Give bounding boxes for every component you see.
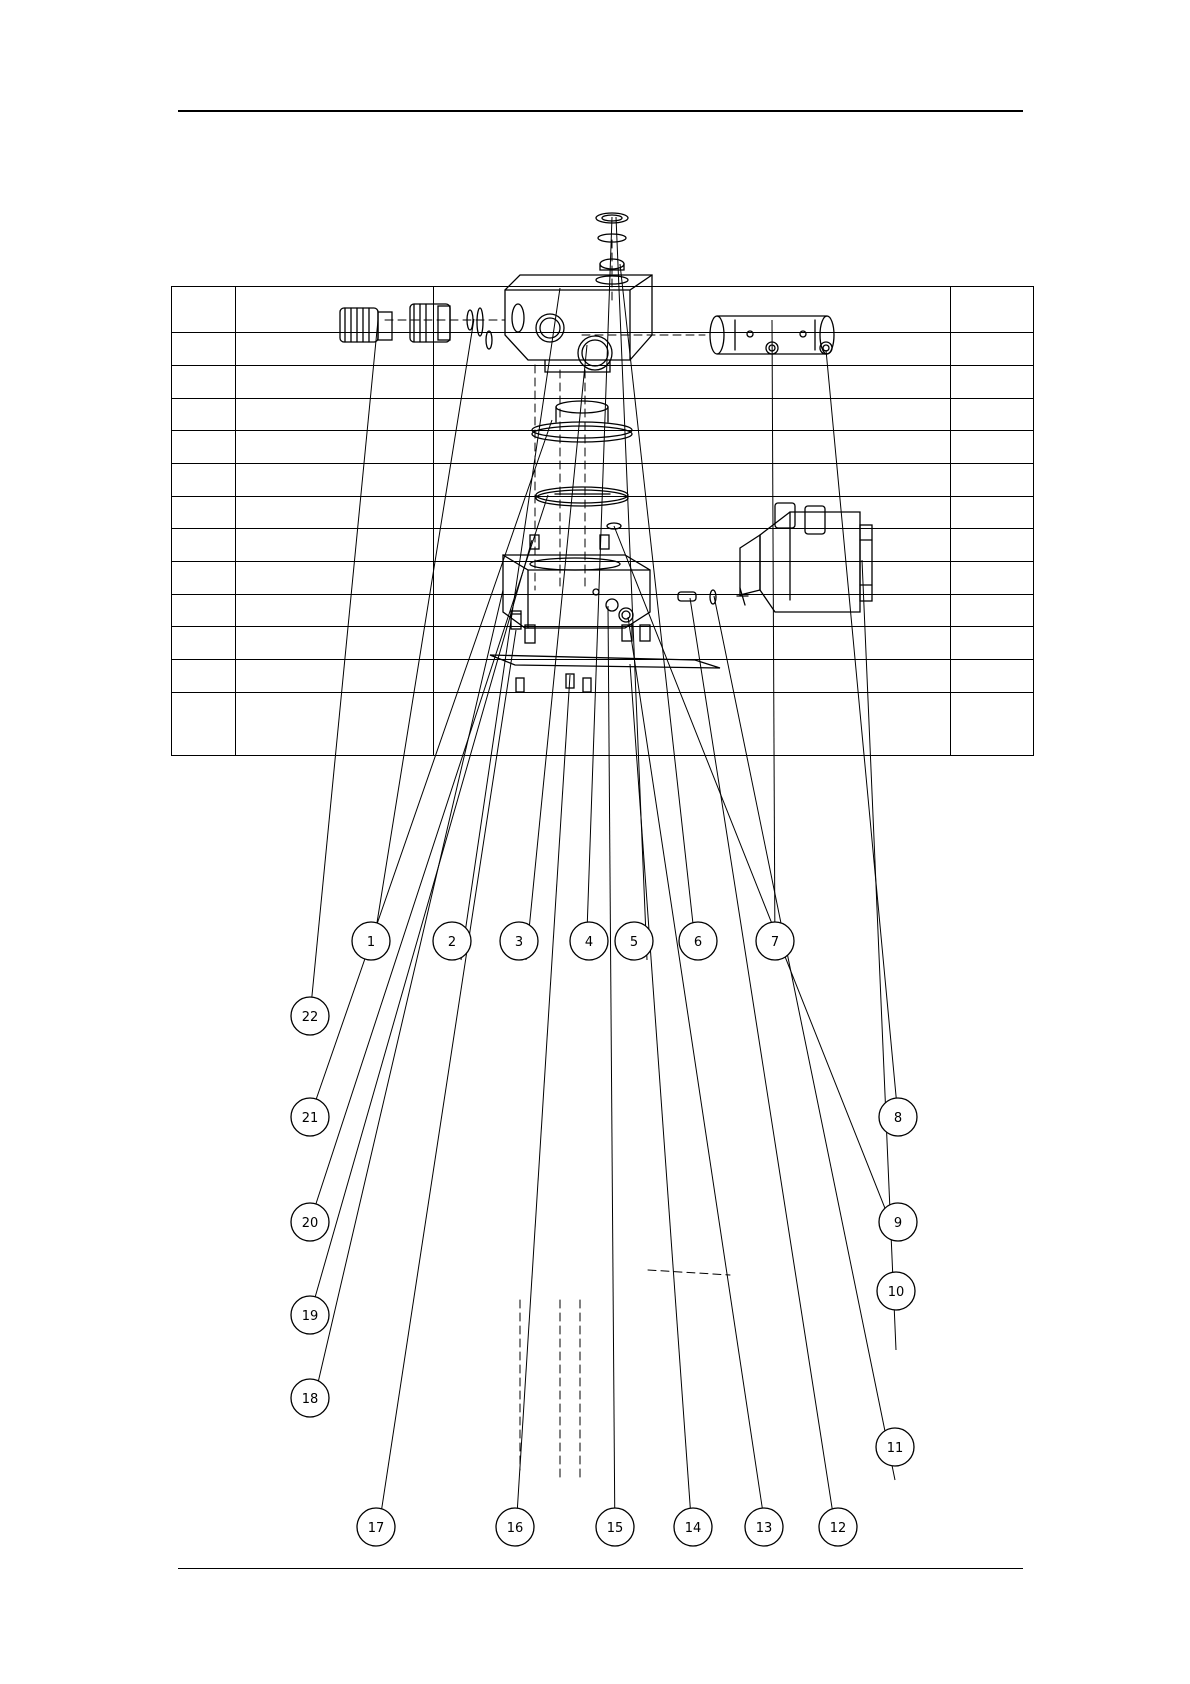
small-pins <box>530 523 621 549</box>
svg-text:7: 7 <box>770 935 780 950</box>
callout-10 <box>877 1272 915 1310</box>
callout-7 <box>756 922 794 960</box>
callout-22 <box>291 997 329 1035</box>
side-fitting <box>606 599 633 622</box>
svg-text:13: 13 <box>755 1521 773 1536</box>
footer-rule <box>178 1568 1023 1569</box>
callout-16 <box>496 1508 534 1546</box>
callout-2 <box>433 922 471 960</box>
callout-18 <box>291 1379 329 1417</box>
callout-17 <box>357 1508 395 1546</box>
svg-text:17: 17 <box>367 1521 385 1536</box>
callout-12 <box>819 1508 857 1546</box>
callout-6 <box>679 922 717 960</box>
callout-8 <box>879 1098 917 1136</box>
svg-text:10: 10 <box>887 1285 905 1300</box>
callout-21 <box>291 1098 329 1136</box>
solenoid-valve <box>740 503 872 612</box>
callout-9 <box>879 1203 917 1241</box>
svg-text:21: 21 <box>301 1111 319 1126</box>
gasket-plate <box>490 655 720 668</box>
svg-text:5: 5 <box>629 935 639 950</box>
callout-leaders <box>310 217 898 1546</box>
svg-text:12: 12 <box>829 1521 847 1536</box>
svg-text:20: 20 <box>301 1216 319 1231</box>
svg-text:11: 11 <box>886 1441 904 1456</box>
svg-text:9: 9 <box>893 1216 903 1231</box>
svg-text:19: 19 <box>301 1309 319 1324</box>
callout-4 <box>570 922 608 960</box>
svg-text:3: 3 <box>514 935 524 950</box>
callout-13 <box>745 1508 783 1546</box>
callout-20 <box>291 1203 329 1241</box>
svg-text:8: 8 <box>893 1111 903 1126</box>
callout-14 <box>674 1508 712 1546</box>
svg-text:15: 15 <box>606 1521 624 1536</box>
assembly-axis-lines <box>385 240 730 1480</box>
callout-11 <box>876 1428 914 1466</box>
svg-text:4: 4 <box>584 935 594 950</box>
svg-text:18: 18 <box>301 1392 319 1407</box>
callout-15 <box>596 1508 634 1546</box>
svg-text:6: 6 <box>693 935 703 950</box>
callout-5 <box>615 922 653 960</box>
callout-1 <box>352 922 390 960</box>
svg-text:1: 1 <box>366 935 376 950</box>
diaphragm <box>536 487 628 506</box>
svg-text:2: 2 <box>447 935 457 950</box>
callout-19 <box>291 1296 329 1334</box>
callout-3 <box>500 922 538 960</box>
quick-coupler <box>340 304 492 349</box>
connector <box>678 588 748 605</box>
svg-text:14: 14 <box>684 1521 702 1536</box>
svg-text:22: 22 <box>301 1010 319 1025</box>
svg-text:16: 16 <box>506 1521 524 1536</box>
